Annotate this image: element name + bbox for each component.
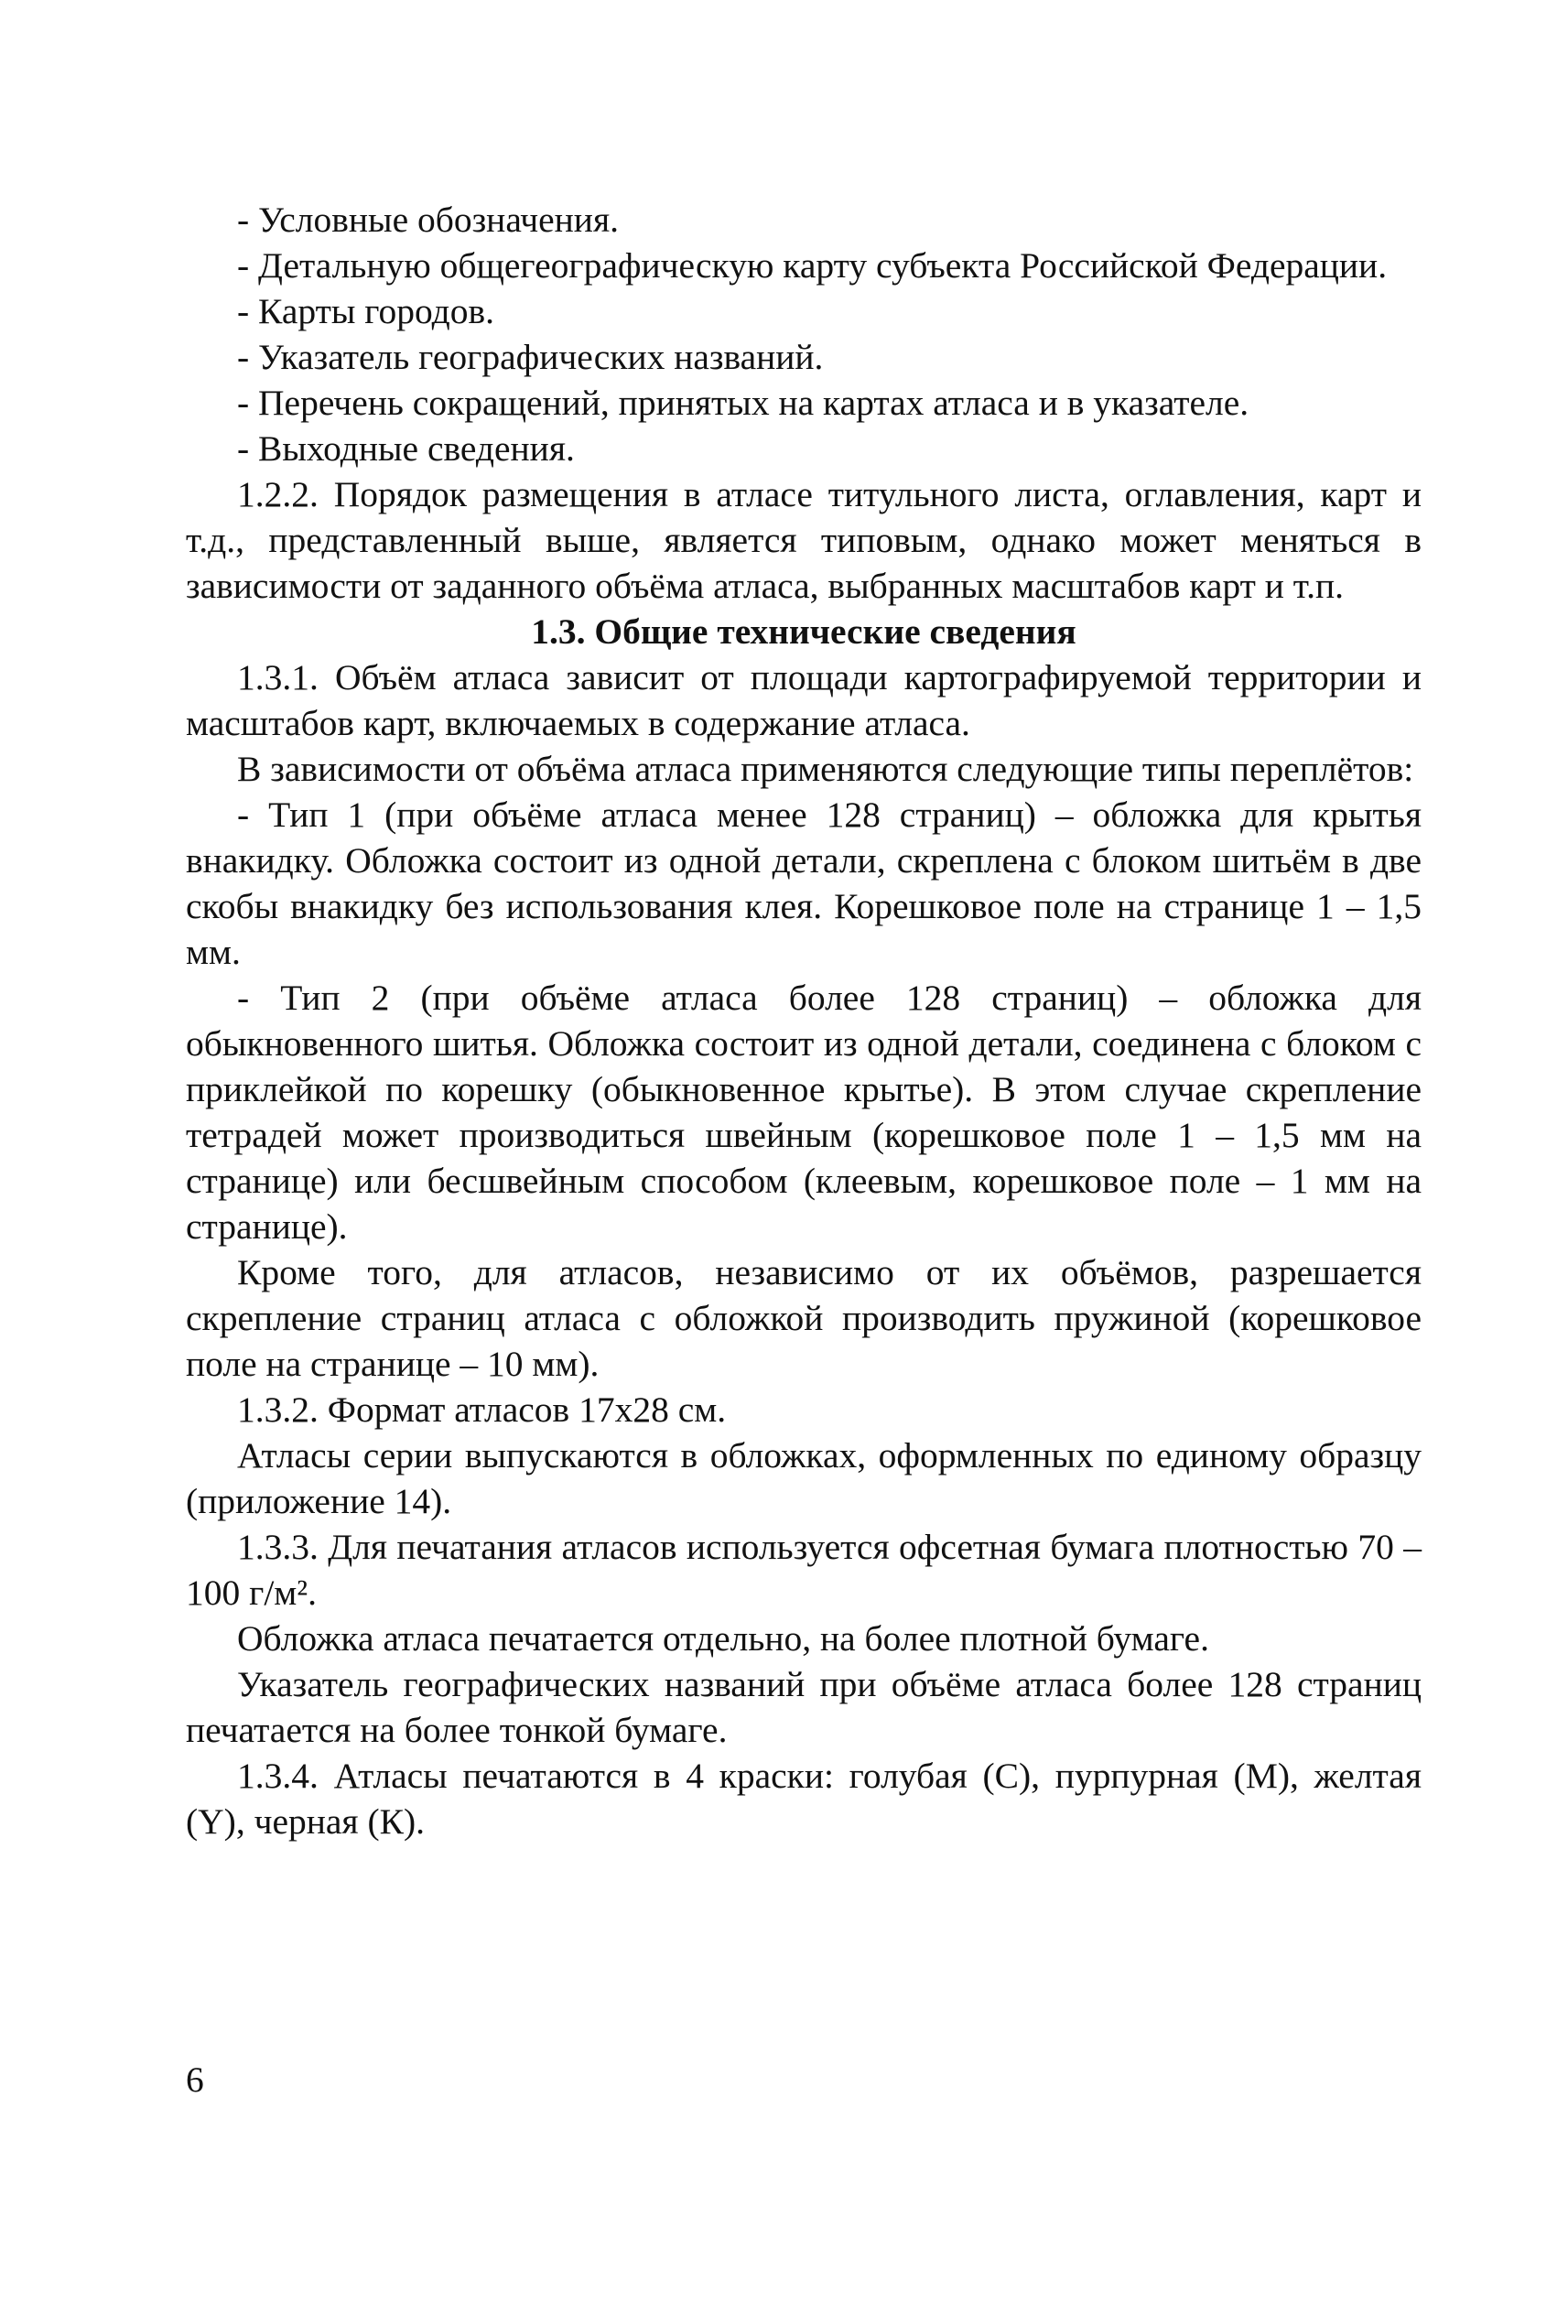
page-number: 6 (186, 2059, 204, 2100)
paragraph-1-3-3: 1.3.3. Для печатания атласов используется офсетная бумага плотностью 70 – 100 г/м². (186, 1527, 1422, 1613)
list-item-legend: - Условные обозначения. (237, 200, 619, 240)
list-item-abbreviations: - Перечень сокращений, принятых на картах атласа и в указателе. (237, 383, 1249, 423)
paragraph-1-3-4: 1.3.4. Атласы печатаются в 4 краски: голубая (С), пурпурная (М), желтая (Y), черная (К). (186, 1756, 1422, 1842)
paragraph-spring-binding: Кроме того, для атласов, независимо от их объёмов, разрешается скрепление страниц атласа с обложкой производить пружиной (корешковое поле на странице – 10 мм). (186, 1252, 1422, 1384)
list-item-imprint: - Выходные сведения. (237, 428, 575, 469)
paragraph-1-3-2: 1.3.2. Формат атласов 17х28 см. (237, 1389, 727, 1430)
paragraph-type-2: - Тип 2 (при объёме атласа более 128 страниц) – обложка для обыкновенного шитья. Обложка состоит из одной детали, соединена с блоком с приклейкой по корешку (обыкновенное крытье). В этом случае скрепление тетрадей может производиться швейным (корешковое поле 1 – 1,5 мм на странице) или бесшвейным способом (клеевым, корешковое поле – 1 мм на странице). (186, 978, 1422, 1247)
paragraph-1-3-1: 1.3.1. Объём атласа зависит от площади картографируемой территории и масштабов карт, включаемых в содержание атласа. (186, 657, 1422, 743)
paragraph-covers: Атласы серии выпускаются в обложках, оформленных по единому образцу (приложение 14). (186, 1435, 1422, 1521)
page-body (186, 197, 1422, 1844)
list-item-gazetteer: - Указатель географических названий. (237, 337, 824, 377)
paragraph-cover-paper: Обложка атласа печатается отдельно, на более плотной бумаге. (237, 1618, 1209, 1659)
list-item-detailed-map: - Детальную общегеографическую карту субъекта Российской Федерации. (237, 245, 1388, 286)
list-item-city-maps: - Карты городов. (237, 291, 494, 331)
paragraph-gazetteer-paper: Указатель географических названий при объёме атласа более 128 страниц печатается на более тонкой бумаге. (186, 1664, 1422, 1750)
paragraph-1-2-2: 1.2.2. Порядок размещения в атласе титульного листа, оглавления, карт и т.д., представленный выше, является типовым, однако может меняться в зависимости от заданного объёма атласа, выбранных масштабов карт и т.п. (186, 474, 1422, 606)
section-heading-1-3: 1.3. Общие технические сведения (531, 611, 1076, 652)
paragraph-type-1: - Тип 1 (при объёме атласа менее 128 страниц) – обложка для крытья внакидку. Обложка состоит из одной детали, скреплена с блоком шитьём в две скобы внакидку без использования клея. Корешковое поле на странице 1 – 1,5 мм. (186, 794, 1422, 972)
paragraph-binding-types: В зависимости от объёма атласа применяются следующие типы переплётов: (237, 749, 1414, 789)
